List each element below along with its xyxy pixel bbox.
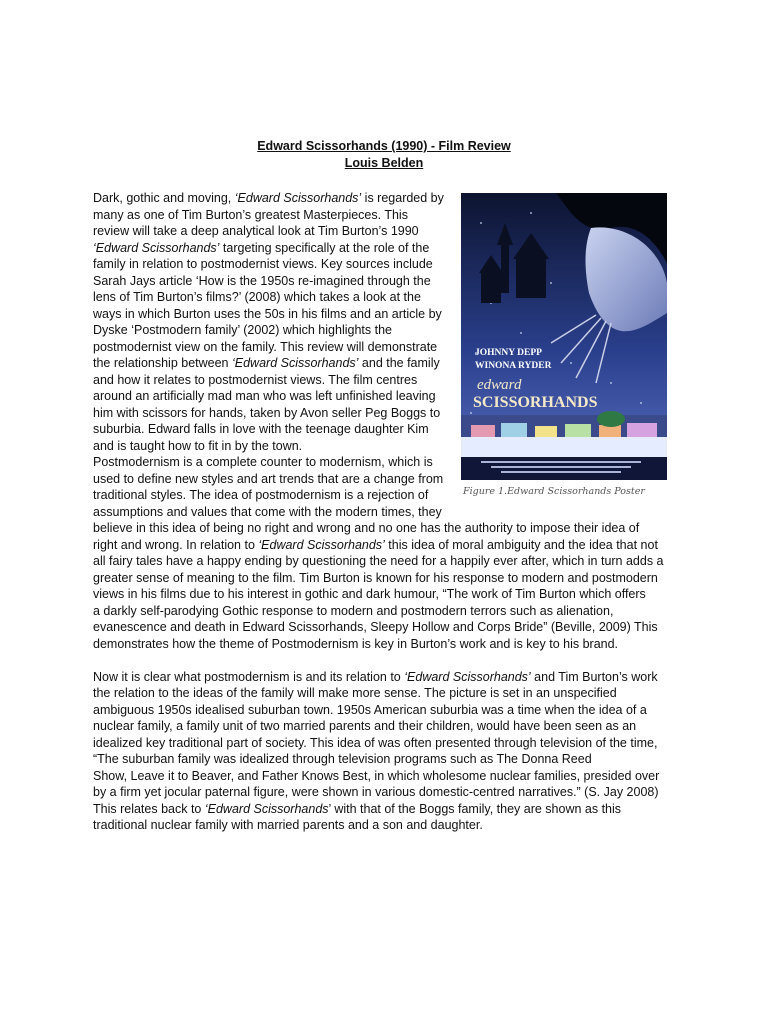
text-line: Dyske ‘Postmodern family’ (2002) which highlights the [93,323,392,337]
text-line: ambiguous 1950s idealised suburban town. 1950s American suburbia was a time when the idea of a [93,702,647,717]
text-line: Sarah Jays article ‘How is the 1950s re-imagined through the [93,273,431,288]
text-line: ‘Edward Scissorhands’ targeting specifically at the role of the [93,240,430,255]
poster-cast-2: WINONA RYDER [475,361,552,371]
text-line: the relationship between ‘Edward Scissorhands’ and the family [93,356,440,370]
poster-cast-1: JOHNNY DEPP [475,348,542,358]
text-line: review will take a deep analytical look at Tim Burton’s 1990 [93,224,419,238]
text-line: right and wrong. In relation to ‘Edward Scissorhands’ this idea of moral ambiguity and the idea that not [93,537,658,552]
review-header [0,138,768,171]
paragraph-1 [93,190,675,652]
film-title-italic: ‘Edward Scissorhands’ [258,537,385,552]
text-line: greater sense of meaning to the film. Tim Burton is known for his response to modern and postmodern [93,570,658,585]
text-line: traditional nuclear family with married parents and a son and daughter. [93,818,483,832]
text-line: the relation to the ideas of the family will make more sense. The picture is set in an unspecified [93,686,617,700]
film-title-italic: ‘Edward Scissorhands’ [234,191,362,205]
review-title: Edward Scissorhands (1990) - Film Review [257,139,511,153]
text-line: him with scissors for hands, taken by Avon seller Peg Boggs to [93,405,441,420]
text-line: “The suburban family was idealized through television programs such as The Donna Reed [93,752,592,766]
text-line: suburbia. Edward falls in love with the teenage daughter Kim [93,422,429,436]
text-line: family in relation to postmodernist views. Key sources include [93,257,433,271]
text-line: believe in this idea of being no right and wrong and no one has the authority to impose their idea of [93,521,640,535]
text-line: views in his films due to his interest in gothic and dark humour, “The work of Tim Burton which offers [93,587,646,601]
text-line: lens of Tim Burton’s films?’ (2008) which takes a look at the [93,290,421,304]
text-line: around an artificially mad man who was left unfinished leaving [93,389,436,403]
text-line: and is taught how to fit in by the town. [93,438,303,453]
text-line: by a firm yet jocular paternal figure, were shown in various domestic-centred narratives.” (S. Jay 2008) [93,785,659,799]
film-title-italic: ‘Edward Scissorhands’ [404,669,531,684]
text-line: many as one of Tim Burton’s greatest Masterpieces. This [93,207,408,222]
text-line: ways in which Burton uses the 50s in his films and an article by [93,306,442,321]
text-line: Show, Leave it to Beaver, and Father Knows Best, in which wholesome nuclear families, presided over [93,768,660,783]
text-line: assumptions and values that come with the modern times, they [93,504,442,519]
text-line: evanescence and death in Edward Scissorhands, Sleepy Hollow and Corps Bride” (Beville, 2009) This [93,620,658,634]
text-line: demonstrates how the theme of Postmodernism is key in Burton’s work and is key to his brand. [93,636,619,651]
text-line: Now it is clear what postmodernism is and its relation to ‘Edward Scissorhands’ and Tim Burton’s work [93,669,658,684]
text-line: Dark, gothic and moving, ‘Edward Scissorhands’ is regarded by [93,191,444,205]
paragraph-gap [93,652,675,669]
text-line: postmodernist view on the family. This review will demonstrate [93,339,438,354]
text-line: Postmodernism is a complete counter to modernism, which is [93,455,433,469]
film-title-italic: ‘Edward Scissorhands’ [231,356,359,370]
film-title-italic: ‘Edward Scissorhands [204,801,329,816]
text-line: a darkly self-parodying Gothic response to modern and postmodern terrors such as alienation, [93,603,614,618]
review-author: Louis Belden [344,155,424,170]
text-line: nuclear family, a family unit of two married parents and their children, would have been seen as an [93,719,637,733]
text-line: idealized key traditional part of society. This idea of was often presented through television of the time, [93,735,658,750]
poster-title-2: SCISSORHANDS [473,394,598,411]
paragraph-2 [93,669,675,834]
review-body [93,190,675,834]
text-line: used to define new styles and art trends that are a change from [93,471,444,486]
text-line: This relates back to ‘Edward Scissorhands’ with that of the Boggs family, they are shown as this [93,801,622,816]
text-line: all fairy tales have a happy ending by questioning the need for a happily ever after, which in turn adds a [93,554,664,568]
poster-title-1: edward [477,377,522,393]
figure-caption: Figure 1.Edward Scissorhands Poster [463,486,645,497]
text-line: and how it relates to postmodernist views. The film centres [93,372,418,387]
text-line: traditional styles. The idea of postmodernism is a rejection of [93,488,429,502]
film-title-italic: ‘Edward Scissorhands’ [93,240,220,255]
